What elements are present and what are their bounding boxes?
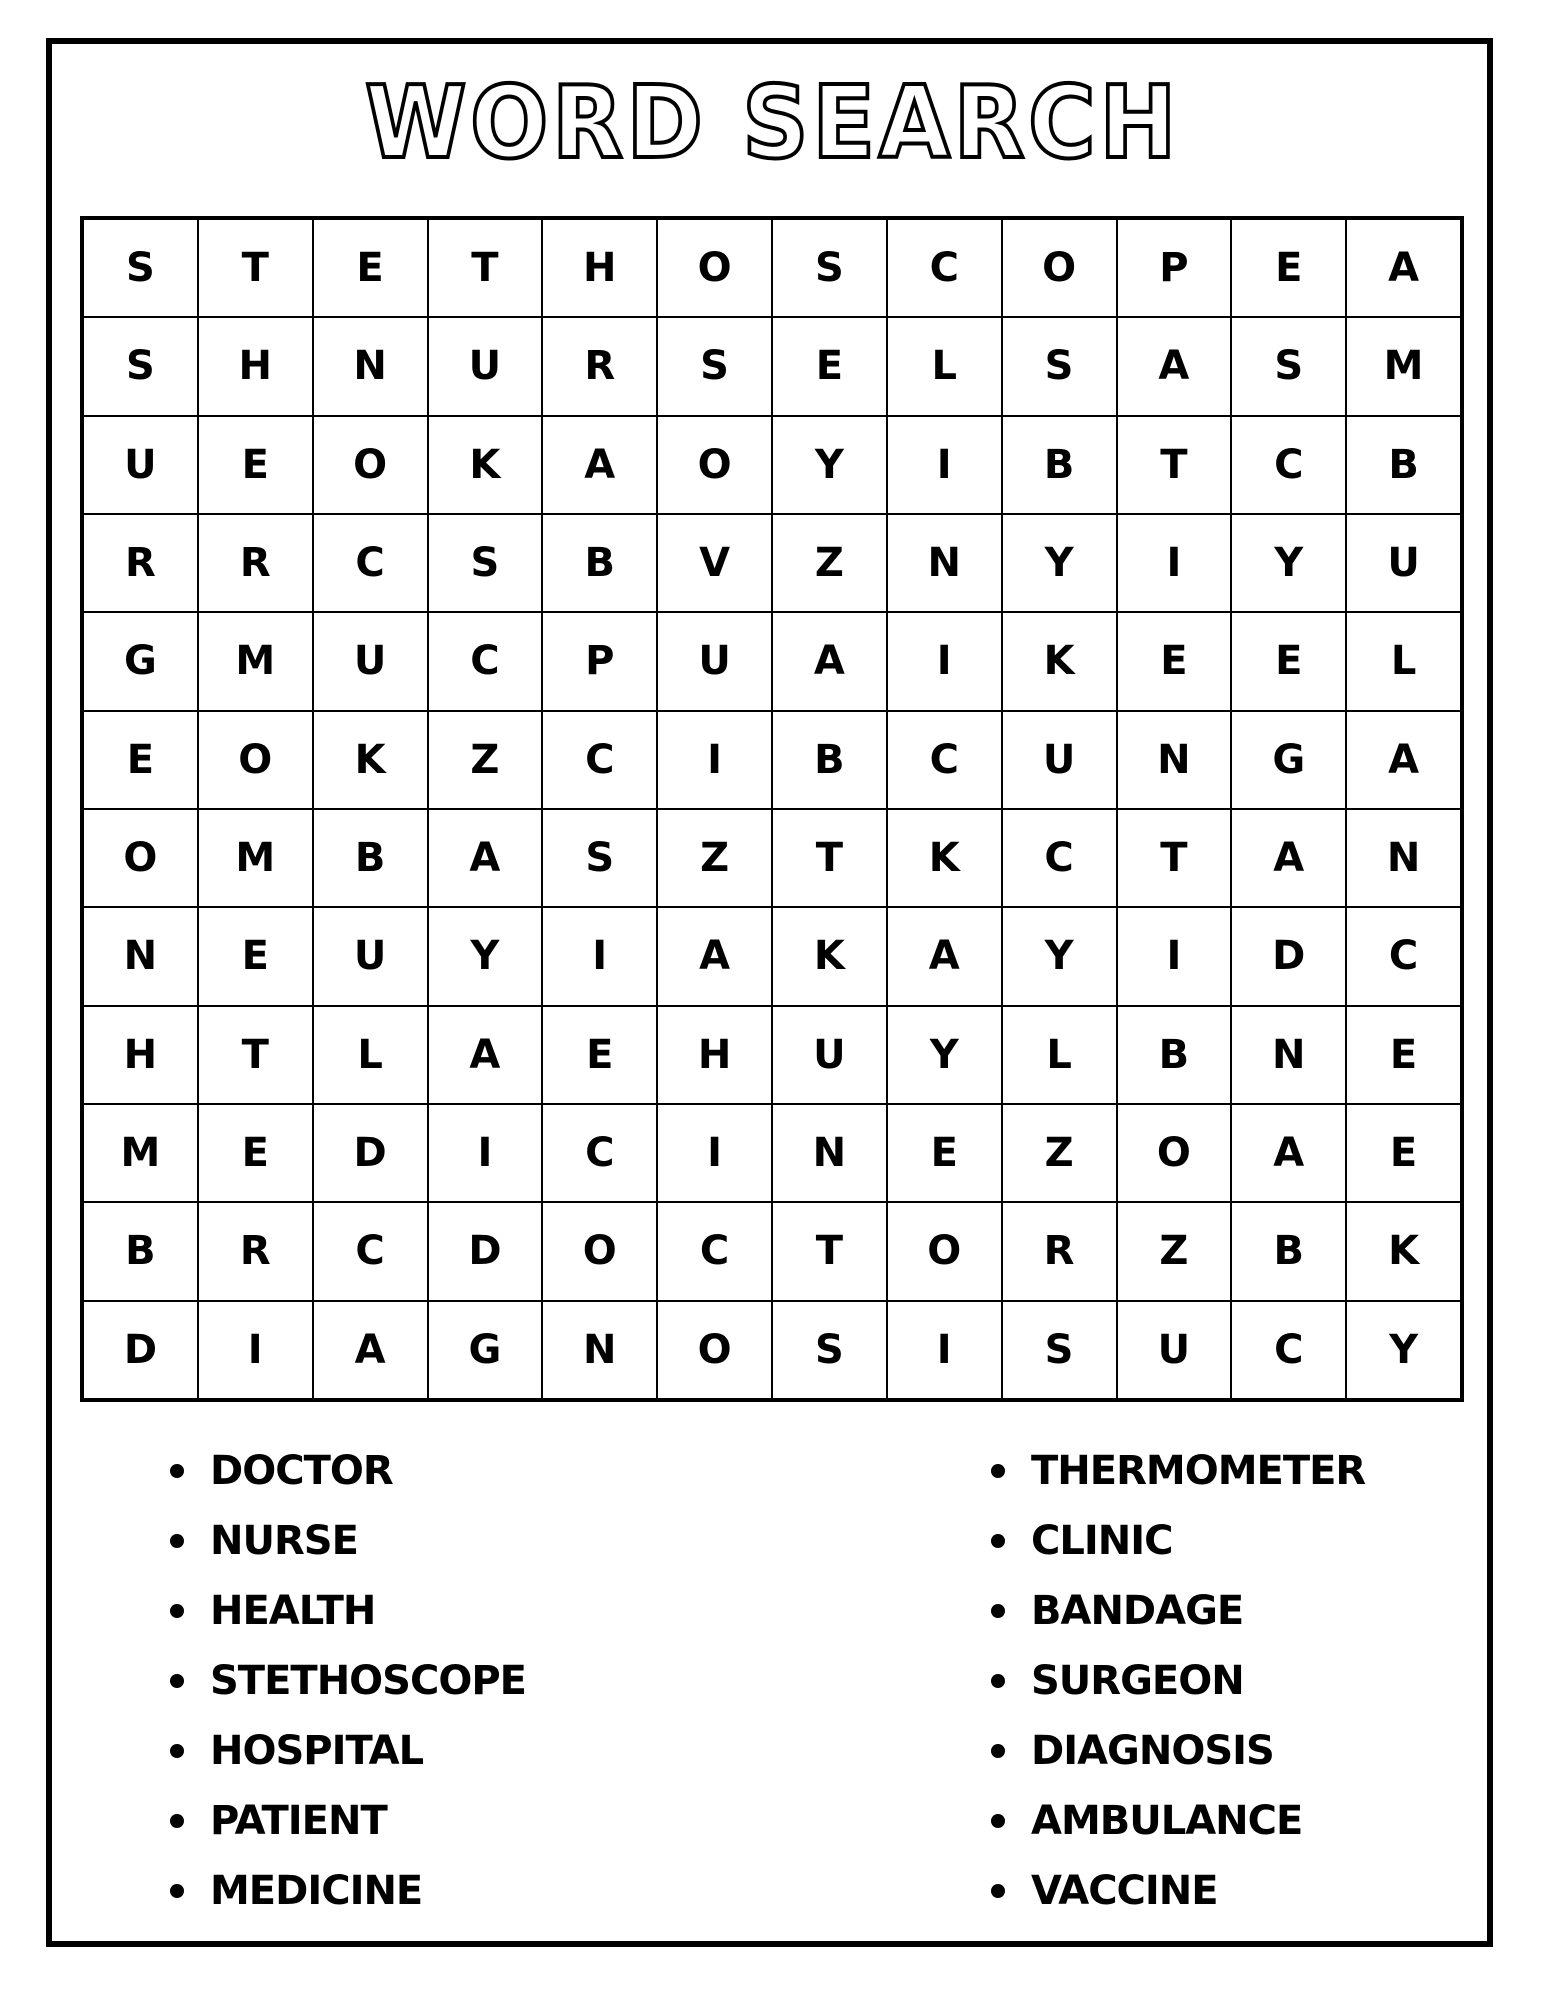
grid-cell: I xyxy=(198,1301,313,1399)
grid-cell: S xyxy=(1002,317,1117,415)
bullet-icon xyxy=(991,1464,1005,1478)
grid-cell: R xyxy=(542,317,657,415)
word-item xyxy=(170,1576,526,1646)
grid-cell: U xyxy=(83,416,198,514)
grid-cell: Z xyxy=(1002,1104,1117,1202)
bullet-icon xyxy=(170,1744,184,1758)
grid-cell: O xyxy=(198,711,313,809)
grid-cell: S xyxy=(657,317,772,415)
grid-cell: C xyxy=(887,219,1002,317)
grid-cell: U xyxy=(428,317,543,415)
bullet-icon xyxy=(170,1464,184,1478)
grid-cell: Z xyxy=(772,514,887,612)
grid-cell: C xyxy=(887,711,1002,809)
grid-cell: O xyxy=(657,416,772,514)
grid-cell: U xyxy=(313,907,428,1005)
grid-cell: I xyxy=(1117,907,1232,1005)
grid-cell: U xyxy=(313,612,428,710)
word-item xyxy=(170,1786,526,1856)
word-item xyxy=(991,1576,1365,1646)
grid-cell: N xyxy=(1117,711,1232,809)
grid-cell: I xyxy=(428,1104,543,1202)
bullet-icon xyxy=(991,1884,1005,1898)
grid-cell: E xyxy=(1346,1006,1461,1104)
grid-cell: C xyxy=(542,1104,657,1202)
bullet-icon xyxy=(991,1814,1005,1828)
grid-cell: C xyxy=(1231,416,1346,514)
bullet-icon xyxy=(170,1674,184,1688)
grid-cell: B xyxy=(1117,1006,1232,1104)
grid-cell: S xyxy=(772,219,887,317)
grid-cell: G xyxy=(1231,711,1346,809)
grid-cell: S xyxy=(772,1301,887,1399)
grid-cell: A xyxy=(887,907,1002,1005)
grid-cell: P xyxy=(1117,219,1232,317)
grid-cell: A xyxy=(1117,317,1232,415)
word-label: PATIENT xyxy=(210,1798,387,1844)
grid-cell: E xyxy=(1117,612,1232,710)
grid-cell: T xyxy=(772,809,887,907)
grid-cell: E xyxy=(198,907,313,1005)
word-label: AMBULANCE xyxy=(1031,1798,1303,1844)
grid-cell: T xyxy=(428,219,543,317)
grid-cell: N xyxy=(772,1104,887,1202)
grid-cell: C xyxy=(1002,809,1117,907)
word-list-left xyxy=(170,1436,526,1926)
grid-cell: U xyxy=(1002,711,1117,809)
grid-cell: A xyxy=(428,809,543,907)
bullet-icon xyxy=(170,1884,184,1898)
word-list-right xyxy=(991,1436,1365,1926)
grid-cell: V xyxy=(657,514,772,612)
grid-cell: K xyxy=(1346,1202,1461,1300)
grid-cell: S xyxy=(83,219,198,317)
grid-cell: E xyxy=(83,711,198,809)
grid-cell: C xyxy=(1346,907,1461,1005)
grid-cell: T xyxy=(772,1202,887,1300)
word-label: HOSPITAL xyxy=(210,1728,424,1774)
word-label: SURGEON xyxy=(1031,1658,1244,1704)
grid-cell: B xyxy=(542,514,657,612)
grid-cell: Z xyxy=(657,809,772,907)
grid-cell: A xyxy=(1231,1104,1346,1202)
grid-cell: K xyxy=(428,416,543,514)
grid-cell: G xyxy=(83,612,198,710)
page-title: WORD SEARCH xyxy=(364,64,1181,181)
grid-cell: H xyxy=(83,1006,198,1104)
grid-cell: O xyxy=(887,1202,1002,1300)
grid-cell: U xyxy=(1117,1301,1232,1399)
grid-cell: C xyxy=(657,1202,772,1300)
word-item xyxy=(991,1856,1365,1926)
grid-cell: U xyxy=(657,612,772,710)
word-item xyxy=(170,1646,526,1716)
grid-cell: E xyxy=(1346,1104,1461,1202)
grid-cell: B xyxy=(83,1202,198,1300)
grid-cell: E xyxy=(1231,219,1346,317)
grid-cell: T xyxy=(198,219,313,317)
word-label: MEDICINE xyxy=(210,1868,423,1914)
bullet-icon xyxy=(991,1534,1005,1548)
word-label: CLINIC xyxy=(1031,1518,1173,1564)
grid-cell: A xyxy=(1346,711,1461,809)
grid-cell: O xyxy=(1002,219,1117,317)
grid-cell: A xyxy=(313,1301,428,1399)
grid-cell: A xyxy=(1346,219,1461,317)
grid-cell: C xyxy=(428,612,543,710)
grid-cell: S xyxy=(428,514,543,612)
word-label: DOCTOR xyxy=(210,1448,393,1494)
grid-cell: N xyxy=(887,514,1002,612)
grid-cell: P xyxy=(542,612,657,710)
grid-cell: U xyxy=(772,1006,887,1104)
grid-cell: A xyxy=(657,907,772,1005)
grid-cell: M xyxy=(198,612,313,710)
grid-cell: O xyxy=(1117,1104,1232,1202)
grid-cell: D xyxy=(1231,907,1346,1005)
grid-cell: T xyxy=(1117,416,1232,514)
grid-cell: S xyxy=(1002,1301,1117,1399)
grid-cell: E xyxy=(542,1006,657,1104)
grid-cell: I xyxy=(657,711,772,809)
grid-cell: Y xyxy=(1346,1301,1461,1399)
grid-cell: E xyxy=(198,416,313,514)
grid-cell: Y xyxy=(1231,514,1346,612)
grid-cell: R xyxy=(1002,1202,1117,1300)
grid-cell: N xyxy=(1346,809,1461,907)
grid-cell: I xyxy=(1117,514,1232,612)
grid-cell: A xyxy=(1231,809,1346,907)
letter-grid xyxy=(80,216,1464,1402)
grid-cell: D xyxy=(428,1202,543,1300)
grid-cell: E xyxy=(772,317,887,415)
grid-cell: M xyxy=(1346,317,1461,415)
grid-cell: B xyxy=(313,809,428,907)
grid-cell: Y xyxy=(428,907,543,1005)
grid-cell: K xyxy=(313,711,428,809)
grid-cell: N xyxy=(1231,1006,1346,1104)
grid-cell: A xyxy=(542,416,657,514)
grid-cell: H xyxy=(198,317,313,415)
bullet-icon xyxy=(991,1674,1005,1688)
word-item xyxy=(991,1646,1365,1716)
grid-cell: Y xyxy=(887,1006,1002,1104)
word-item xyxy=(170,1716,526,1786)
grid-cell: C xyxy=(542,711,657,809)
grid-cell: Y xyxy=(1002,514,1117,612)
grid-cell: E xyxy=(887,1104,1002,1202)
grid-cell: O xyxy=(313,416,428,514)
grid-cell: N xyxy=(83,907,198,1005)
word-item xyxy=(991,1716,1365,1786)
grid-cell: H xyxy=(542,219,657,317)
grid-cell: S xyxy=(542,809,657,907)
grid-cell: I xyxy=(542,907,657,1005)
grid-cell: L xyxy=(887,317,1002,415)
word-label: BANDAGE xyxy=(1031,1588,1244,1634)
bullet-icon xyxy=(991,1744,1005,1758)
word-item xyxy=(991,1786,1365,1856)
grid-cell: G xyxy=(428,1301,543,1399)
grid-cell: Z xyxy=(428,711,543,809)
grid-cell: I xyxy=(887,416,1002,514)
bullet-icon xyxy=(170,1534,184,1548)
grid-cell: N xyxy=(542,1301,657,1399)
grid-cell: S xyxy=(83,317,198,415)
grid-cell: M xyxy=(83,1104,198,1202)
word-label: HEALTH xyxy=(210,1588,376,1634)
grid-cell: D xyxy=(313,1104,428,1202)
grid-cell: R xyxy=(83,514,198,612)
grid-cell: D xyxy=(83,1301,198,1399)
grid-cell: K xyxy=(887,809,1002,907)
grid-cell: O xyxy=(83,809,198,907)
grid-cell: L xyxy=(1002,1006,1117,1104)
grid-cell: Z xyxy=(1117,1202,1232,1300)
grid-cell: B xyxy=(1002,416,1117,514)
word-item xyxy=(170,1856,526,1926)
bullet-icon xyxy=(991,1604,1005,1618)
grid-cell: O xyxy=(657,219,772,317)
grid-cell: A xyxy=(772,612,887,710)
grid-cell: M xyxy=(198,809,313,907)
grid-cell: E xyxy=(198,1104,313,1202)
word-item xyxy=(170,1436,526,1506)
word-label: STETHOSCOPE xyxy=(210,1658,526,1704)
word-label: VACCINE xyxy=(1031,1868,1218,1914)
grid-cell: B xyxy=(1346,416,1461,514)
word-label: DIAGNOSIS xyxy=(1031,1728,1274,1774)
grid-cell: R xyxy=(198,1202,313,1300)
grid-cell: K xyxy=(772,907,887,1005)
word-item xyxy=(170,1506,526,1576)
grid-cell: O xyxy=(542,1202,657,1300)
word-item xyxy=(991,1506,1365,1576)
grid-cell: I xyxy=(887,1301,1002,1399)
grid-cell: S xyxy=(1231,317,1346,415)
grid-cell: L xyxy=(1346,612,1461,710)
grid-cell: K xyxy=(1002,612,1117,710)
grid-cell: I xyxy=(657,1104,772,1202)
grid-cell: U xyxy=(1346,514,1461,612)
grid-cell: Y xyxy=(772,416,887,514)
grid-cell: E xyxy=(1231,612,1346,710)
word-label: THERMOMETER xyxy=(1031,1448,1366,1494)
grid-cell: N xyxy=(313,317,428,415)
grid-cell: A xyxy=(428,1006,543,1104)
grid-cell: T xyxy=(1117,809,1232,907)
grid-cell: R xyxy=(198,514,313,612)
grid-cell: B xyxy=(1231,1202,1346,1300)
grid-cell: B xyxy=(772,711,887,809)
grid-cell: C xyxy=(1231,1301,1346,1399)
grid-cell: C xyxy=(313,514,428,612)
grid-cell: T xyxy=(198,1006,313,1104)
bullet-icon xyxy=(170,1814,184,1828)
word-label: NURSE xyxy=(210,1518,358,1564)
word-item xyxy=(991,1436,1365,1506)
grid-cell: Y xyxy=(1002,907,1117,1005)
grid-cell: H xyxy=(657,1006,772,1104)
grid-cell: L xyxy=(313,1006,428,1104)
bullet-icon xyxy=(170,1604,184,1618)
grid-cell: I xyxy=(887,612,1002,710)
grid-cell: E xyxy=(313,219,428,317)
grid-cell: C xyxy=(313,1202,428,1300)
grid-cell: O xyxy=(657,1301,772,1399)
